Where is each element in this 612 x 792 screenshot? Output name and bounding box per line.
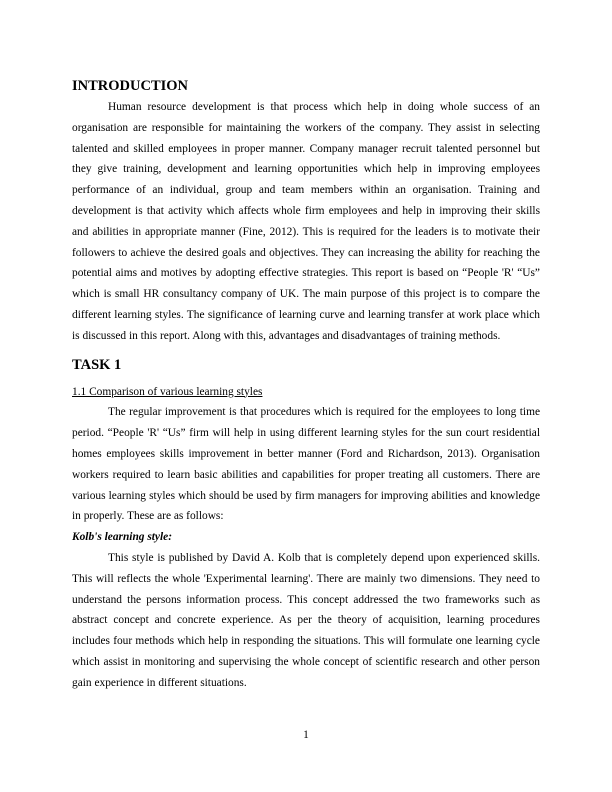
page-content — [72, 77, 540, 694]
kolb-paragraph: This style is published by David A. Kolb that is completely depend upon experienced skills. This will reflects the whole 'Experimental learning'. There are mainly two dimensions. They need to understand the persons information process. This concept addressed the two frameworks such as abstract concept and concrete experience. As per the theory of acquisition, learning procedures includes four methods which help in responding the situations. This will formulate one learning cycle which assist in monitoring and supervising the whole concept of scientific research and other person gain experience in different situations. — [72, 551, 540, 689]
introduction-heading: INTRODUCTION — [72, 78, 189, 94]
kolb-heading: Kolb's learning style: — [72, 531, 172, 544]
page-number: 1 — [303, 729, 309, 741]
task1-heading: TASK 1 — [72, 356, 122, 373]
learning-styles-paragraph: The regular improvement is that procedures which is required for the employees to long time period. “People 'R' “Us” firm will help in using different learning styles for the sun court residential homes employees skills improvement in better manner (Ford and Richardson, 2013). Organisation workers required to learn basic abilities and capabilities for proper treating all customers. There are various learning styles which should be used by firm managers for improving abilities and knowledge in properly. These are as follows: — [72, 406, 540, 523]
learning-styles-subheading: 1.1 Comparison of various learning styles — [72, 385, 263, 398]
introduction-paragraph: Human resource development is that process which help in doing whole success of an organisation are responsible for maintaining the workers of the company. They assist in selecting talented and skilled employees in proper manner. Company manager recruit talented personnel but they give training, development and learning opportunities which help in improving employees performance of an individual, group and team members within an organisation. Training and development is that activity which affects whole firm employees and help in improving their skills and abilities in appropriate manner (Fine, 2012). This is required for the leaders is to motivate their followers to achieve the desired goals and objectives. They can increasing the ability for reaching the potential aims and motives by adopting effective strategies. This report is based on “People 'R' “Us” which is small HR consultancy company of UK. The main purpose of this project is to compare the different learning styles. The significance of learning curve and learning transfer at work place which is discussed in this report. Along with this, advantages and disadvantages of training methods. — [72, 101, 540, 342]
